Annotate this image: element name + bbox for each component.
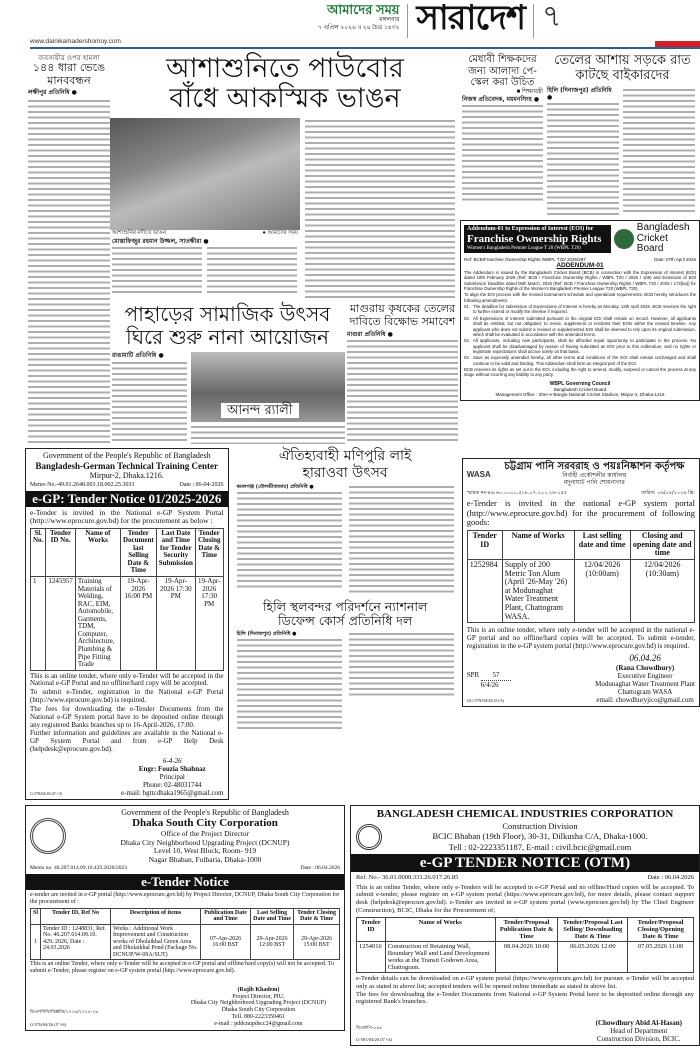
tender-table <box>467 530 695 623</box>
plant-name: মদুনাঘাট পানি শোধনাগার <box>563 478 625 486</box>
spr-block: SPR 57 6/4/26 <box>467 671 511 690</box>
memo-no: স্মারক নং-৪৬.৬০.০০০০.৫১৮.০৭.২০১.২৬-১৫৫ <box>466 489 568 496</box>
intro-text: e-tender are invited in e-GP portal (http://www.eprocure.gov.bd) by Project Director, DCNUP, Dhaka South City Corporation for the procurement of : <box>30 891 340 905</box>
lead-headline-line1[interactable]: আশাশুনিতে পাউবোর <box>166 53 404 84</box>
lead-body-col3 <box>305 118 455 298</box>
note: The fees for downloading the e-Tender Documents from National e-GP System Portal have to be deposited online through any registered Bank's branches. <box>356 990 694 1006</box>
bcb-title: ADDENDUM-01 <box>556 262 604 270</box>
tender-table <box>30 908 340 960</box>
story-byline: নিজস্ব প্রতিবেদক, ময়মনসিংহ ● <box>462 96 540 104</box>
story-headline[interactable]: মেধাবী শিক্ষকদের জন্য আলাদা পে-স্কেল করা উচিত <box>468 54 537 88</box>
bgttc-tender-ad <box>25 448 229 800</box>
signer-title: Principal <box>159 772 185 781</box>
table-header: Tender ID Name of Works Last selling date and time Closing and opening date and time <box>467 531 694 560</box>
note: The fees for downloading the e-Tender Documents from the National e-GP System portal have to be deposited online through any registered Banks branches up to 16-April-2026, 17:00. <box>30 704 224 729</box>
teacher-story <box>460 54 545 216</box>
right-column <box>460 54 700 444</box>
story-tag: ■ শিক্ষামন্ত্রী <box>516 88 543 95</box>
manipuri-headline-line1[interactable]: ঐতিহ্যবাহী মণিপুরি লাই <box>278 448 412 465</box>
hili-story <box>234 600 457 733</box>
note: e-Tender details can be downloaded on e-GP system portal (https://www.eprocure.gov.bd) for pursuer. e-Tender will be accepted only as stated in above list; accepted tenders will be opened online immediate as stated in above list. <box>356 974 694 990</box>
bcb-logo-icon <box>614 229 634 249</box>
office-lines: Office of the Project Director Dhaka City Neighborhood Upgrading Project (DCNUP) Level 10, West Block, Room- 919 Nagar Bhaban, Fulbaria, Dhaka-1000 <box>120 828 290 864</box>
wasa-tender-ad <box>462 458 700 707</box>
signer-title: Executive Engineer <box>617 671 673 680</box>
bcb-addendum-ad <box>460 220 700 400</box>
magura-story <box>345 303 460 444</box>
contact[interactable]: Tell : 02-2223351187, E-mail : civil.bcic@gmail.com <box>448 841 632 852</box>
bcb-align: To align the EOI process with the revised tournament schedule and operational requirements, BCB hereby introduces the following amendments: <box>464 292 696 303</box>
wasa-logo: WASA <box>466 469 491 479</box>
signature: 06.04.26 <box>629 653 661 664</box>
amendment-item: 01. The deadline for submission of Expressions of Interest is hereby as Monday, 13th April 2026. BCB reserves the right to further extend or modify the timeline if required. <box>464 304 696 315</box>
lower-row-1 <box>25 448 700 800</box>
bcb-ref: Ref: BCB/Franchise Ownership Rights /WBPL T20/ 2026/287 <box>464 256 586 262</box>
photo-credit: ● আমাদের সময় <box>262 230 298 237</box>
hill-photo <box>191 352 345 422</box>
story-byline: লক্ষীপুর প্রতিনিধি ● <box>28 89 77 97</box>
photo-caption: আশাশুনির নদীতে ভাঙন <box>112 230 167 237</box>
banner-line3: Women's Bangladesh Premier League T 20 (WBPL T20) <box>467 245 581 251</box>
signer-plant: Modunaghat Water Treatment Plant <box>595 679 695 688</box>
banner-line2: Franchise Ownership Rights <box>467 233 602 246</box>
lead-photo <box>110 118 300 230</box>
lead-byline: মোস্তাফিজুর রহমান উজ্জল, সাতক্ষীরা ● <box>112 237 209 245</box>
tender-table <box>30 528 224 671</box>
bcic-logo-icon <box>356 824 382 850</box>
manipuri-headline[interactable] <box>234 448 457 480</box>
signer-line: Project Director, PIU, <box>232 993 285 1000</box>
bcb-signatory: WBPL Governing Council <box>549 380 611 387</box>
intro-text: This is an online Tender, where only e-Tenders will be accepted in e-GP Portal and no offline/Hard copies will be accepted. To submit e-tender, please register on e-GP system portal (https://www.eprocure.gov.bd), for more details, please contact support desk (helpdesk@eprocure.gov.bd). e-Tender are invited in e-GP system portal (www.eprocure.gov.bd) by The Chief Engineer (Construction), BCIC, Dhaka for the Procurement of; <box>356 883 694 915</box>
signature-mark <box>191 979 326 987</box>
lead-headline-line2[interactable]: বাঁধে আকস্মিক ভাঙন <box>169 83 401 115</box>
story-kicker: ব্যবসায়ীর ওপর হামলা <box>38 54 100 62</box>
note: Further information and guidelines are available in the National e-GP System Portal and from e-GP Help Desk (helpdesk@eprocure.gov.bd). <box>30 729 224 754</box>
lead-story <box>110 54 460 298</box>
lower-row-2 <box>25 805 700 1046</box>
table-header: Sl Tender ID, Ref No Description of items Publication Date and Time Last Selling Date and Time Tender Closing Date & Time <box>31 909 340 925</box>
org-name: চট্টগ্রাম পানি সরবরাহ ও পয়ঃনিষ্কাশন কর্তৃপক্ষ <box>504 461 685 473</box>
memo-no: Memo no. 46.207.014.09.10.429.2026/2023 <box>30 865 128 872</box>
ad-code: G-578/04/26 (6"×3) <box>30 791 62 797</box>
table-row: 1 Tender ID : 1248831, Ref. No. 46.207.014.09.10. 429. 2026, Date : 24.03.2026 Works : Additional Work Improvement and Construction works of Dholaikhal Green Area and Dholaikhal Pond (Package No. DCNUP/W-09A/SUT) 07-Apr-2026 16:00 BST 29-Apr-2026 12:00 BST 29-Apr-2026 15:00 BST <box>31 924 340 959</box>
story-body <box>462 103 543 203</box>
story-byline: রাঙামাটি প্রতিনিধি ● <box>112 352 164 360</box>
divider <box>533 4 534 38</box>
notice-title: e-Tender Notice <box>26 874 344 890</box>
newspaper-logo: আমাদের সময় <box>327 2 400 17</box>
signer-title: Head of Department <box>610 1027 668 1036</box>
bcb-date: Date: 07th April 2026 <box>653 256 696 262</box>
dfp-code: ডিএসসিসি/বিজ্ঞপ্তি/১০১৬/২০২৫-২৬ <box>30 1010 99 1016</box>
table-header: Tender ID Name of Works Tender/Proposal Publication Date & Time Tender/Proposal Last Selling/ Downloading Date & Time Tender/Proposal Closing/Opening Date & Time <box>357 917 694 941</box>
org-name: Bangladesh-German Technical Training Center <box>35 460 218 471</box>
ad-code: G-576/04/26 (5"×6) <box>30 1022 66 1028</box>
signature-mark <box>596 1009 682 1019</box>
left-story <box>28 54 110 444</box>
hili-headline-line2[interactable]: ডিফেন্স কোর্স প্রতিনিধি দল <box>278 613 413 629</box>
signer-name: Engr: Fouzia Shahnaz <box>138 764 206 773</box>
signer-name: (Rajib Khadem) <box>237 986 280 993</box>
banner-line1: Addendum-01 to Expression of Interest (EOI) for <box>467 226 594 233</box>
signer-line: Dhaka South City Corporation <box>221 1007 296 1014</box>
signer-phone: Phone: 02-48031744 <box>142 781 202 790</box>
notice-date: Date : 06.04.2026 <box>647 873 694 881</box>
center-column <box>110 54 460 444</box>
story-byline: হিলি (দিনাজপুর) প্রতিনিধি ● <box>547 86 612 102</box>
org-address: Mirpur-2, Dhaka.1216. <box>89 471 164 480</box>
website-link[interactable]: www.dainikamadershomoy.com <box>30 38 121 45</box>
table-row: 1254016 Construction of Retaining Wall, Boundary Wall and Land Development works at the Transit Godown Area, Chattogram. 08.04.2026 10:00 06.05.2026 12:00 07.05.2026 11:00 <box>357 941 694 972</box>
story-body-col2 <box>623 87 695 212</box>
story-headline[interactable]: ১৪৪ ধারা ভেঙে মানববন্ধন <box>32 61 106 87</box>
masthead <box>0 0 700 50</box>
signer-division: Construction Division, BCIC. <box>597 1035 681 1044</box>
photo-banner-text: আনন্দ র‍্যালী <box>221 403 299 419</box>
lead-body-col1 <box>112 245 202 295</box>
note: This is an online tender, where only e-tender will be accepted in the national e-GP portal and no offline/hard copies will be accepted. To submit e-tender, registration in the e-GP system portal (http://www.eprocure.gov.bd) is required. <box>466 626 695 651</box>
story-byline: কমলগঞ্জ (মৌলভীবাজার) প্রতিনিধি ● <box>236 483 314 490</box>
lead-body-col2 <box>207 245 297 295</box>
middle-stories <box>234 448 457 732</box>
story-body <box>28 98 110 445</box>
story-body-col2 <box>191 424 345 444</box>
story-headline[interactable]: মাগুরায় কৃষকের তেলের দাবিতে বিক্ষোভ সমাবেশ <box>349 302 456 329</box>
table-header: Sl. No. Tender ID No. Name of Works Tender Document last Selling Date & Time Last Date and Time for Tender Security Submission Tender Closing Date & Time <box>31 528 224 576</box>
office-name: নির্বাহী প্রকৌশলীর কার্যালয় <box>562 471 627 479</box>
note: To submit e-Tender, registration in the National e-GP Portal (http://www.eprocure.gov.bd) is required. <box>30 688 224 705</box>
bcb-org: Bangladesh Cricket Board <box>636 222 690 255</box>
org-name: BANGLADESH CHEMICAL INDUSTRIES CORPORATION <box>376 808 674 821</box>
notice-title: e-GP TENDER NOTICE (OTM) <box>351 854 699 872</box>
signer-email[interactable]: email: chowdhuryjico@gmail.com <box>596 695 694 704</box>
notice-date: Date : 06.04.2026 <box>300 865 340 872</box>
amendment-item: 04. Save as expressly amended hereby, all other terms and conditions of the EOI shall remain unchanged and shall continue to be valid and binding. This Addendum shall form an integral part of the EOI. <box>464 355 696 366</box>
bcb-reserve: BCB reserves its rights as set out in the EOI, including the right to amend, modify, suspend or cancel the process at any stage without incurring any liability to any party. <box>464 367 696 378</box>
issue-date: ৭ এপ্রিল ২০২৬ ॥ ২৪ চৈত্র ১৪৩২ <box>317 25 400 32</box>
signer-name: (Rana Chowdhury) <box>616 663 675 672</box>
amendment-item: 03. All applicants, including new participants, shall be afforded equal opportunity to participate in the process. No applicant shall be disadvantaged by reason of having submitted an EOI prior to this Addendum, and no rights or legitimate expectations shall accrue solely on that basis. <box>464 338 696 354</box>
notice-date: তারিখ: ০৬/০৪/২০২৬ খ্রি: <box>641 489 695 496</box>
page-number: ৭ <box>542 0 562 33</box>
address: BCIC Bhaban (19th Floor), 30-31, Dilkusha C/A, Dhaka-1000. <box>432 831 648 842</box>
table-row: 1 1245957 Training Materials of Welding, RAC, EIM, Automobile, Garments, TDM, Computer, Architecture, Plumbing & Pipe Fitting Trade 19-Apr-2026 16:00 PM 19-Apr-2026 17:30 PM 19-Apr-2026 17:30 PM <box>31 577 224 671</box>
bcb-signatory-org: Bangladesh Cricket Board <box>553 386 607 392</box>
story-body-col2 <box>349 631 454 696</box>
hill-headline[interactable] <box>110 303 345 349</box>
notice-title: e-GP: Tender Notice 01/2025-2026 <box>26 491 228 507</box>
signer-org: Chattogram WASA <box>617 687 673 696</box>
ad-code: GC-579/04/26 (5×3) <box>466 698 504 704</box>
tender-table <box>356 917 694 973</box>
section-title: সারাদেশ <box>416 0 525 37</box>
signer-email[interactable]: e-mail: bgttcdhaka1965@gmail.com <box>121 789 224 798</box>
bcb-amendments <box>464 304 696 366</box>
table-row: 1252984 Supply of 200 Metric Ton Alum (April '26-May '26) at Modunaghat Water Treatment Plant, Chattogram WASA. 12/04/2026 (10:00am) 12/04/2026 (10:30am) <box>467 559 694 622</box>
hill-headline-line2[interactable]: ঘিরে শুরু নানা আয়োজন <box>125 325 329 350</box>
ref-no: Ref. No.- 36.01.0000.331.26.017.26.85 <box>356 873 459 881</box>
note: This is an online tender, where only e-Tender will be accepted in the National e-GP Portal and no offline/hard copy will be accepted. <box>30 671 224 688</box>
signer-email[interactable]: e-mail : pddcnupdscc24@gmail.com <box>214 1021 303 1028</box>
issue-day: মঙ্গলবার <box>379 17 400 24</box>
hill-row <box>110 303 460 444</box>
hill-headline-line1[interactable]: পাহাড়ের সামাজিক উৎসব <box>124 302 331 327</box>
story-body-col2 <box>349 484 454 594</box>
note: This is an online Tender, where only e-Tender will be accepted in e-GP portal and offline/hard copy(s) will not be accepted. To submit e-Tender, please register on e-GP system portal (http://www.eprocure.gov.bd). <box>30 961 335 975</box>
manipuri-story <box>234 448 457 593</box>
signer-line: Dhaka City Neighborhood Upgrading Project (DCNUP) <box>190 1000 326 1007</box>
story-byline: মাগুরা প্রতিনিধি ● <box>347 330 393 338</box>
dscc-tender-ad <box>25 805 345 1031</box>
bcb-intro: The Addendum is issued by the Bangladesh Cricket Board (BCB) in connection with the Expression of Interest (EOI) dated 18th February 2026 (Ref: BCB / Franchise Ownership Rights / WBPL T20 / 2026 / 109) and Extension of EOI Submission Deadline dated 06th March, 2026 (Ref: BCB / Franchise Ownership Rights / WBPL T20 / 2026 / 172(ka)) for Franchise Ownership Rights of the Women's Bangladesh Premier League T20 (WBPL T20). <box>464 269 696 292</box>
story-headline[interactable]: তেলের আশায় সড়কে রাত কাটছে বাইকারদের <box>554 53 691 83</box>
story-byline: হিলি (দিনাজপুর) প্রতিনিধি ● <box>236 631 297 638</box>
division: Construction Division <box>502 821 578 832</box>
header-rule <box>30 47 700 49</box>
bcb-office: Management Office : Sher-e-Bangla National Cricket Stadium, Mirpur-2, Dhaka-1216 <box>495 392 665 398</box>
manipuri-headline-line2[interactable]: হারাওবা উৎসব <box>302 464 388 481</box>
notice-date: Date : 06-04-2026 <box>179 482 224 489</box>
divider <box>407 4 408 38</box>
org-name: Dhaka South City Corporation <box>132 817 278 830</box>
lead-headline[interactable] <box>110 54 460 114</box>
accent-bar <box>655 41 700 47</box>
story-body <box>347 338 458 445</box>
gov-line: Government of the People's Republic of Bangladesh <box>42 451 211 461</box>
bcb-banner <box>464 225 611 252</box>
signature: 6-4-26 <box>162 756 182 765</box>
signer-phone: Tell. 880-2223350461 <box>231 1014 286 1021</box>
memo-no: Memo No.-49.01.2648.003.18.002.25.3033 <box>30 482 135 489</box>
top-band <box>0 54 700 444</box>
signer-name: (Chowdhury Abid Al-Hasan) <box>595 1019 682 1028</box>
hili-headline-line1[interactable]: হিলি স্থলবন্দর পরিদর্শনে ন্যাশনাল <box>262 598 428 614</box>
gov-line: Government of the People's Republic of Bangladesh <box>121 808 289 818</box>
intro-text: e-Tender is invited in the National e-GP System Portal (http://www.eprocure.gov.bd) for the procurement as below : <box>30 507 224 526</box>
intro-text: e-Tender is invited in the national e-GP system portal (http://www.eprocure.gov.bd) for the procurement of following goods: <box>466 497 695 528</box>
story-body-col1 <box>237 637 342 732</box>
story-body-col1 <box>112 360 187 442</box>
dfp-code: ডিএফপি-৫৪৪ <box>356 1025 383 1031</box>
fuel-story <box>545 54 700 216</box>
story-body-col1 <box>237 490 342 590</box>
amendment-item: 02. All Expressions of Interest submitted pursuant to the original EOI shall remain on record. However, all applicants shall be entitled, but not obligated, to revise, supplement or resubmit their EOIs within the revised timeline. Any applicant who does not submit a revised or supplemented EOI shall be deemed to rely upon its original submission, which shall be evaluated in accordance with the amended terms. <box>464 315 696 337</box>
ad-code: G-581/04/26 (5"×4) <box>356 1037 392 1043</box>
hill-story <box>110 303 345 444</box>
bcic-tender-ad <box>350 805 700 1046</box>
hili-headline[interactable] <box>234 600 457 629</box>
story-body-col1 <box>547 101 619 216</box>
dscc-seal-icon <box>30 818 66 854</box>
